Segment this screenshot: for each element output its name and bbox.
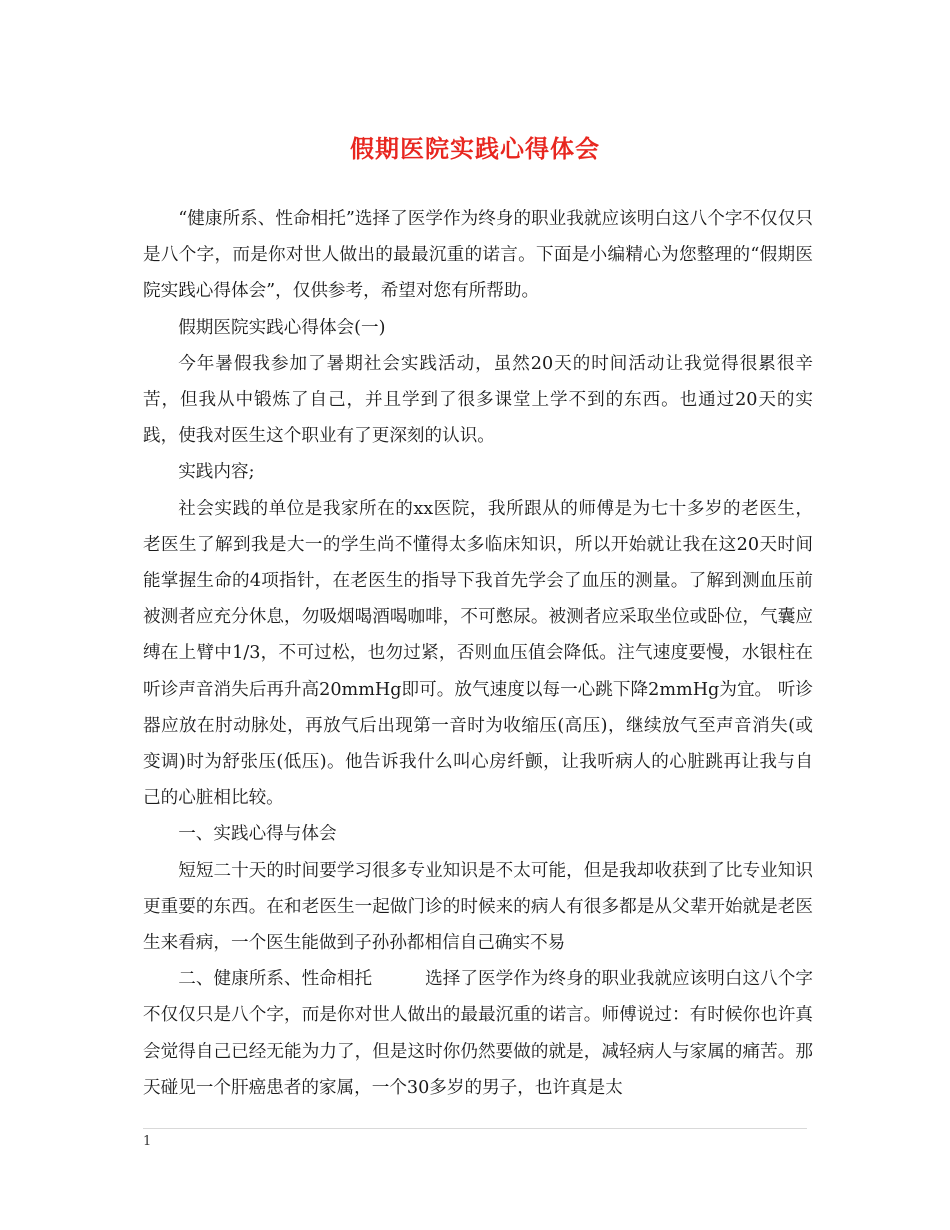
paragraph-health-responsibility: 二、健康所系、性命相托 选择了医学作为终身的职业我就应该明白这八个字不仅仅只是八个字，而是你对世人做出的最最沉重的诺言。师傅说过：有时候你也许真会觉得自己已经无能为力了，但是这时你仍然要做的就是，减轻病人与家属的痛苦。那天碰见一个肝癌患者的家属，一个30多岁的男子，也许真是太 — [143, 969, 813, 1098]
section-heading-experience: 一、实践心得与体会 — [178, 824, 337, 845]
page-number: 1 — [143, 1134, 152, 1149]
paragraph-experience: 短短二十天的时间要学习很多专业知识是不太可能，但是我却收获到了比专业知识更重要的东西。在和老医生一起做门诊的时候来的病人有很多都是从父辈开始就是老医生来看病，一个医生能做到子孙孙都相信自己确实不易 — [143, 860, 813, 954]
document-body — [143, 201, 813, 1106]
paragraph-practice-details: 社会实践的单位是我家所在的xx医院，我所跟从的师傅是为七十多岁的老医生，老医生了解到我是大一的学生尚不懂得太多临床知识，所以开始就让我在这20天时间能掌握生命的4项指针，在老医生的指导下我首先学会了血压的测量。了解到测血压前被测者应充分休息，勿吸烟喝酒喝咖啡，不可憋尿。被测者应采取坐位或卧位，气囊应缚在上臂中1/3，不可过松，也勿过紧，否则血压值会降低。注气速度要慢，水银柱在听诊声音消失后再升高20mmHg即可。放气速度以每一心跳下降2mmHg为宜。 听诊器应放在肘动脉处，再放气后出现第一音时为收缩压(高压)，继续放气至声音消失(或变调)时为舒张压(低压)。他告诉我什么叫心房纤颤，让我听病人的心脏跳再让我与自己的心脏相比较。 — [143, 498, 813, 809]
footer-divider — [143, 1128, 807, 1129]
section-heading-part-one: 假期医院实践心得体会(一) — [178, 317, 386, 338]
paragraph-intro: “健康所系、性命相托”选择了医学作为终身的职业我就应该明白这八个字不仅仅只是八个字，而是你对世人做出的最最沉重的诺言。下面是小编精心为您整理的“假期医院实践心得体会”，仅供参考，希望对您有所帮助。 — [143, 209, 813, 302]
document-title: 假期医院实践心得体会 — [350, 134, 600, 163]
section-heading-practice-content: 实践内容; — [178, 462, 255, 483]
paragraph-summer-practice: 今年暑假我参加了暑期社会实践活动，虽然20天的时间活动让我觉得很累很辛苦，但我从中锻炼了自己，并且学到了很多课堂上学不到的东西。也通过20天的实践，使我对医生这个职业有了更深刻的认识。 — [143, 353, 813, 447]
